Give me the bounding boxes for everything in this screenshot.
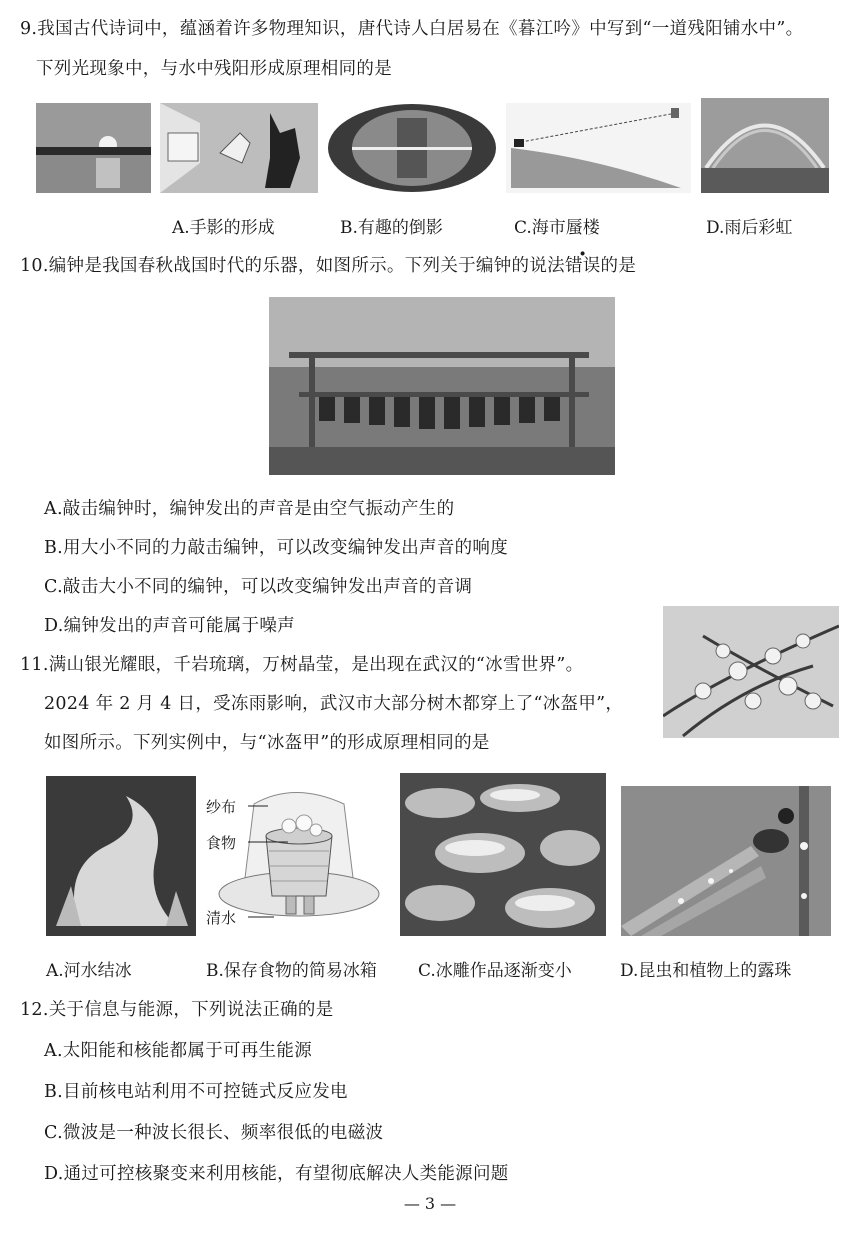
q11-image-dew-insect [621, 786, 831, 936]
q10-stem-before: 10.编钟是我国春秋战国时代的乐器，如图所示。下列关于编钟的说法 [20, 256, 565, 276]
q10-option-d: D.编钟发出的声音可能属于噪声 [44, 616, 295, 636]
q9-option-b: B.有趣的倒影 [340, 218, 443, 238]
q12-option-d: D.通过可控核聚变来利用核能，有望彻底解决人类能源问题 [44, 1164, 509, 1184]
q12-option-b: B.目前核电站利用不可控链式反应发电 [44, 1082, 348, 1102]
q10-stem-emphasis: 错误 [564, 256, 601, 276]
q9-image-sunset [36, 103, 151, 193]
q11-diagram-fridge [204, 776, 384, 936]
q9-option-c: C.海市蜃楼 [514, 218, 600, 238]
q11-stem-line2: 2024 年 2 月 4 日，受冻雨影响，武汉市大部分树木都穿上了“冰盔甲”， [44, 694, 624, 714]
q10-option-c: C.敲击大小不同的编钟，可以改变编钟发出声音的音调 [44, 577, 473, 597]
q9-image-hand-shadow [160, 103, 318, 193]
fridge-label-water: 清水 [206, 909, 237, 927]
q9-stem-line1: 9.我国古代诗词中，蕴涵着许多物理知识，唐代诗人白居易在《暮江吟》中写到“一道残阳铺水中”。 [20, 19, 804, 39]
q11-stem-line3: 如图所示。下列实例中，与“冰盔甲”的形成原理相同的是 [44, 733, 490, 753]
q11-option-d: D.昆虫和植物上的露珠 [620, 961, 792, 981]
q11-image-ice-dragon [46, 776, 196, 936]
q12-option-c: C.微波是一种波长很长、频率很低的电磁波 [44, 1123, 384, 1143]
q12-stem: 12.关于信息与能源，下列说法正确的是 [20, 1000, 334, 1020]
fridge-label-gauze: 纱布 [206, 798, 237, 816]
q10-option-b: B.用大小不同的力敲击编钟，可以改变编钟发出声音的响度 [44, 538, 509, 558]
q9-image-reflection [327, 103, 497, 193]
q9-stem-line2: 下列光现象中，与水中残阳形成原理相同的是 [36, 59, 392, 79]
q11-image-ice-armor [663, 606, 839, 738]
q10-option-a: A.敲击编钟时，编钟发出的声音是由空气振动产生的 [44, 499, 455, 519]
q9-image-mirage [506, 103, 691, 193]
q10-stem [20, 254, 636, 278]
q11-stem-line1: 11.满山银光耀眼，千岩琉璃，万树晶莹，是出现在武汉的“冰雪世界”。 [20, 655, 584, 675]
q9-option-d: D.雨后彩虹 [706, 218, 793, 238]
q11-image-frozen-river [400, 773, 606, 936]
q12-option-a: A.太阳能和核能都属于可再生能源 [44, 1041, 312, 1061]
q9-option-a: A.手影的形成 [172, 218, 275, 238]
q11-option-b: B.保存食物的简易冰箱 [206, 961, 377, 981]
q9-image-rainbow [701, 98, 829, 193]
fridge-label-food: 食物 [206, 834, 237, 852]
q10-image-bianzhong [269, 297, 615, 475]
q10-stem-after: 的是 [600, 256, 637, 276]
page-number: — 3 — [403, 1194, 457, 1213]
q11-option-c: C.冰雕作品逐渐变小 [418, 961, 572, 981]
q11-option-a: A.河水结冰 [46, 961, 132, 981]
